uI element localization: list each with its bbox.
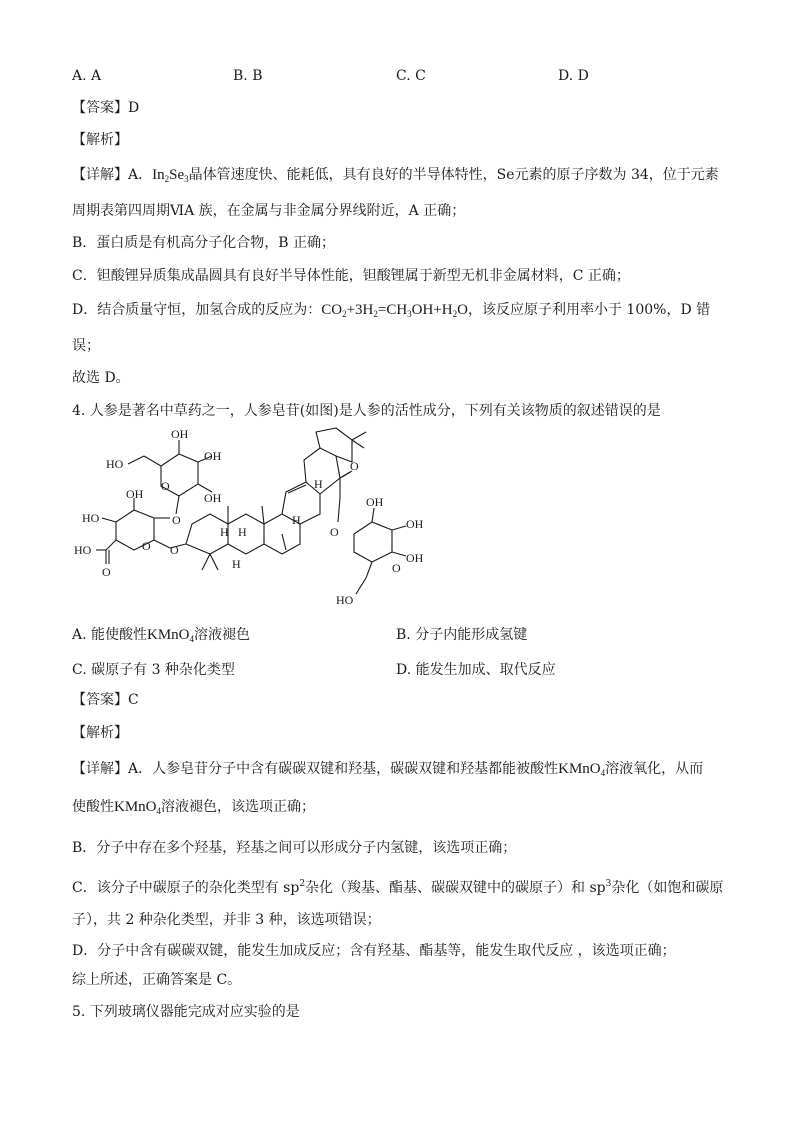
in-subscript: 2 bbox=[164, 174, 170, 184]
q3-detail-b: B．蛋白质是有机高分子化合物，B 正确； bbox=[72, 235, 336, 251]
label-o-link-2: O bbox=[170, 543, 179, 557]
eq-h2o-sub: 2 bbox=[452, 309, 458, 319]
label-o-link-1: O bbox=[172, 513, 181, 527]
q4-option-c: C. 碳原子有 3 种杂化类型 bbox=[72, 662, 235, 678]
q4-answer: 【答案】C bbox=[72, 692, 139, 708]
kmno4-formula-3 bbox=[114, 799, 161, 815]
q5-stem: 5. 下列玻璃仪器能完成对应实验的是 bbox=[72, 1004, 300, 1020]
label-oh-5: OH bbox=[366, 495, 384, 509]
kmno-sub-3: 4 bbox=[156, 806, 162, 816]
q4-detail-a-rest: 溶液氧化，从而 bbox=[605, 761, 704, 777]
atom-labels bbox=[74, 427, 424, 607]
q3-detail-d-rest: ，该反应原子利用率小于 100%，D 错 bbox=[467, 302, 711, 318]
q3-answer: 【答案】D bbox=[72, 100, 140, 116]
kmno4-formula-2 bbox=[558, 761, 605, 777]
q3-detail-d-prefix: D．结合质量守恒，加氢合成的反应为： bbox=[72, 302, 322, 318]
eq-oh: OH+H bbox=[411, 302, 453, 318]
kmno-symbol-3: KMnO bbox=[114, 799, 157, 815]
label-oh-7: OH bbox=[406, 551, 424, 565]
q4-option-b: B. 分子内能形成氢键 bbox=[396, 627, 528, 643]
reaction-equation bbox=[321, 302, 468, 318]
option-c: C. C bbox=[396, 68, 426, 84]
se-symbol: Se bbox=[169, 167, 185, 183]
label-o-ring-2: O bbox=[142, 539, 151, 553]
label-ho-2: HO bbox=[82, 511, 100, 525]
q3-detail-c: C．钽酸锂异质集成晶圆具有良好半导体性能，钽酸锂属于新型无机非金属材料，C 正确； bbox=[72, 268, 630, 284]
q4-detail-c-mid: 杂化（羧基、酯基、碳碳双键中的碳原子）和 sp bbox=[305, 880, 606, 896]
q4-option-a-rest: 溶液褪色 bbox=[194, 627, 251, 643]
eq-plus: +3H bbox=[346, 302, 374, 318]
label-h-2: H bbox=[220, 525, 229, 539]
sp2-superscript: 2 bbox=[299, 879, 306, 889]
q4-detail-d: D．分子中含有碳碳双键，能发生加成反应；含有羟基、酯基等，能发生取代反应 ，该选项正确； bbox=[72, 943, 676, 959]
q3-detail-a bbox=[72, 165, 719, 189]
q4-detail-a-line2 bbox=[72, 797, 315, 821]
label-ho-3: HO bbox=[336, 593, 354, 607]
q4-detail-a2-prefix: 使酸性 bbox=[72, 799, 114, 815]
q3-analysis-heading: 【解析】 bbox=[72, 132, 128, 148]
q4-stem: 4. 人参是著名中草药之一，人参皂苷(如图)是人参的活性成分，下列有关该物质的叙述错误的是 bbox=[72, 403, 661, 419]
q3-detail-d bbox=[72, 300, 710, 324]
label-h-1: H bbox=[238, 525, 247, 539]
q4-summary: 综上所述，正确答案是 C。 bbox=[72, 972, 242, 988]
label-oh-4: OH bbox=[126, 487, 144, 501]
eq-co: CO bbox=[321, 302, 343, 318]
eq-ch-sub: 3 bbox=[407, 309, 412, 319]
q3-detail-a-line2: 周期表第四周期ⅥA 族，在金属与非金属分界线附近，A 正确； bbox=[72, 203, 466, 219]
label-h-5: H bbox=[314, 477, 323, 491]
q4-detail-c bbox=[72, 874, 723, 898]
q4-option-a-prefix: A. 能使酸性 bbox=[72, 627, 148, 643]
q3-detail-a-prefix: 【详解】A． bbox=[72, 167, 153, 183]
eq-co-sub: 2 bbox=[342, 309, 347, 319]
label-oh-2: OH bbox=[204, 449, 222, 463]
q4-detail-a2-rest: 溶液褪色，该选项正确； bbox=[161, 799, 316, 815]
eq-equals: =CH bbox=[377, 302, 408, 318]
label-hooc: HO bbox=[74, 543, 92, 557]
kmno-symbol: KMnO bbox=[147, 627, 190, 643]
se-subscript: 3 bbox=[184, 174, 189, 184]
q4-detail-c-line2: 子），共 2 种杂化类型，并非 3 种，该选项错误； bbox=[72, 912, 381, 928]
in2se3-formula bbox=[152, 167, 189, 183]
ginsenoside-structure-figure bbox=[66, 426, 436, 608]
eq-o: O bbox=[457, 302, 468, 318]
option-b: B. B bbox=[233, 68, 263, 84]
kmno4-formula bbox=[147, 627, 194, 643]
q3-conclusion: 故选 D。 bbox=[72, 370, 130, 386]
label-h-3: H bbox=[232, 557, 241, 571]
kmno-sub: 4 bbox=[189, 634, 195, 644]
kmno-sub-2: 4 bbox=[600, 768, 606, 778]
q4-detail-a bbox=[72, 759, 703, 783]
q4-detail-a-prefix: 【详解】A．人参皂苷分子中含有碳碳双键和羟基，碳碳双键和羟基都能被酸性 bbox=[72, 761, 559, 777]
label-o-carbonyl-1: O bbox=[102, 565, 111, 579]
sp3-superscript: 3 bbox=[605, 879, 612, 889]
label-oh-3: OH bbox=[204, 491, 222, 505]
eq-h-sub: 2 bbox=[373, 309, 378, 319]
bond-lines bbox=[96, 428, 406, 594]
q4-option-d: D. 能发生加成、取代反应 bbox=[396, 662, 556, 678]
q4-detail-c-prefix: C．该分子中碳原子的杂化类型有 sp bbox=[72, 880, 300, 896]
label-h-4: H bbox=[292, 513, 301, 527]
option-d: D. D bbox=[558, 68, 589, 84]
q4-analysis-heading: 【解析】 bbox=[72, 725, 128, 741]
in-symbol: In bbox=[152, 167, 165, 183]
label-oh-1: OH bbox=[171, 427, 189, 441]
label-o-ring-1: O bbox=[161, 479, 170, 493]
label-oh-6: OH bbox=[406, 517, 424, 531]
label-o-carbonyl-2: O bbox=[350, 459, 359, 473]
label-ho-1: HO bbox=[106, 457, 124, 471]
label-o-ester: O bbox=[330, 525, 339, 539]
kmno-symbol-2: KMnO bbox=[558, 761, 601, 777]
q4-option-a bbox=[72, 625, 250, 649]
q4-detail-b: B．分子中存在多个羟基，羟基之间可以形成分子内氢键，该选项正确； bbox=[72, 840, 517, 856]
label-o-ring-3: O bbox=[392, 561, 401, 575]
option-a: A. A bbox=[72, 68, 102, 84]
q3-detail-d-line2: 误； bbox=[72, 338, 100, 354]
q4-detail-c-rest: 杂化（如饱和碳原 bbox=[611, 880, 724, 896]
molecule-diagram bbox=[66, 426, 436, 608]
q3-detail-a-rest: 晶体管速度快、能耗低，具有良好的半导体特性，Se元素的原子序数为 34，位于元素 bbox=[188, 167, 719, 183]
